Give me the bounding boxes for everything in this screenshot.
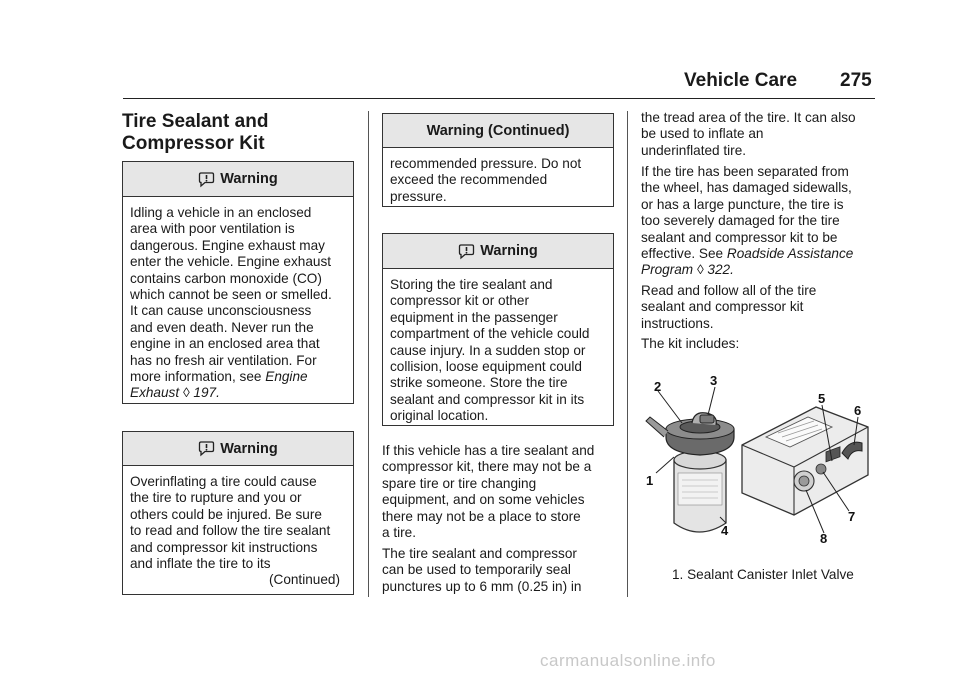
text-line: Overinflating a tire could cause [130,474,317,489]
ref-page: ◊ 197. [182,385,220,401]
text-line: and even death. Never run the [130,319,314,335]
warning-header [123,432,353,466]
text-line: sealant and compressor kit in its [390,391,585,407]
warning-body [383,148,613,205]
text-line: compartment of the vehicle could [390,326,590,342]
text-line: others could be injured. Be sure [130,506,322,522]
text-line: compressor kit, there may not be a [382,459,592,475]
warning-body [123,466,353,589]
header-rule [123,98,875,99]
text-line: equipment, and on some vehicles [382,492,585,508]
section-title-line2: Compressor Kit [122,133,265,154]
warning-box-continued [382,113,614,207]
text-line: there may not be a place to store [382,508,581,524]
warning-heading: Warning (Continued) [426,122,570,139]
text-line: and inflate the tire to its [130,556,271,572]
text-line: Read and follow all of the tire [641,283,817,298]
text-line [641,262,853,278]
text-line: cause injury. In a sudden stop or [390,342,586,358]
text-line: The kit includes: [641,336,740,351]
ref-prefix: effective. See [641,246,727,262]
warning-header [383,114,613,148]
ref-roadside-assistance-link-cont[interactable]: Program [641,262,694,278]
text-line: to read and follow the tire sealant [130,523,331,539]
callout-number-7: 7 [848,509,856,524]
callout-number-2: 2 [654,379,662,394]
text-line: the tire to rupture and you or [130,490,302,506]
warning-icon [198,171,215,188]
text-line: The tire sealant and compressor [382,546,577,561]
text-line: collision, loose equipment could [390,359,582,375]
paragraph-read-follow [641,283,816,332]
text-line: area with poor ventilation is [130,221,295,237]
text-line: Idling a vehicle in an enclosed [130,205,312,220]
compressor-unit [742,407,868,515]
callout-number-5: 5 [818,391,826,406]
text-line: has no fresh air ventilation. For [130,352,317,368]
warning-heading: Warning [220,171,278,187]
text-line: instructions. [641,315,714,331]
warning-body [123,197,353,402]
text-line: exceed the recommended [390,172,548,188]
callout-number-1: 1 [646,473,654,488]
text-line: dangerous. Engine exhaust may [130,237,325,253]
paragraph-sealant-kit [382,443,594,541]
paragraph-tire-damage [641,164,853,279]
figure-caption-item-1: 1. Sealant Canister Inlet Valve [672,567,854,582]
text-line: underinflated tire. [641,142,747,158]
paragraph-kit-includes [641,336,739,352]
paragraph-temporary-seal [382,546,581,595]
text-line: recommended pressure. Do not [390,156,582,171]
text-line: pressure. [390,188,447,204]
continued-label: (Continued) [268,572,340,588]
watermark: carmanualsonline.info [540,651,716,670]
text-line: the tread area of the tire. It can also [641,110,856,125]
warning-box-exhaust [122,161,354,404]
ref-roadside-assistance-link[interactable]: Roadside Assistance [726,246,854,262]
text-line: engine in an enclosed area that [130,336,320,352]
canister-cap [646,413,734,455]
sealant-kit-illustration [636,365,876,550]
section-title [122,111,268,155]
ref-prefix: more information, see [130,369,266,385]
ref-page: ◊ 322. [696,262,734,278]
column-divider-2 [627,111,628,597]
warning-icon [198,440,215,457]
warning-box-overinflating [122,431,354,595]
text-line: It can cause unconsciousness [130,303,312,319]
text-line [130,385,346,401]
text-line: contains carbon monoxide (CO) [130,270,322,286]
section-header-title: Vehicle Care [684,70,798,91]
sealant-canister [674,451,726,532]
text-line: punctures up to 6 mm (0.25 in) in [382,578,582,594]
text-line: strike someone. Store the tire [390,375,568,391]
paragraph-tread-area [641,110,856,159]
warning-box-storing [382,233,614,426]
text-line: compressor kit or other [390,293,530,309]
callout-number-3: 3 [710,373,718,388]
callout-number-6: 6 [854,403,862,418]
ref-engine-exhaust-link[interactable]: Engine [265,369,308,385]
column-divider-1 [368,111,369,597]
text-line: Storing the tire sealant and [390,277,553,292]
text-line: which cannot be seen or smelled. [130,287,332,303]
text-line: can be used to temporarily seal [382,562,571,578]
ref-engine-exhaust-link-cont[interactable]: Exhaust [130,385,180,401]
text-line: If the tire has been separated from [641,164,849,179]
text-line: a tire. [382,525,416,541]
text-line: be used to inflate an [641,126,764,142]
warning-icon [458,243,475,260]
text-line: enter the vehicle. Engine exhaust [130,254,332,270]
text-line: the wheel, has damaged sidewalls, [641,180,852,196]
text-line [641,246,853,262]
text-line: spare tire or tire changing [382,475,537,491]
warning-header [123,162,353,197]
warning-header [383,234,613,269]
text-line: or has a large puncture, the tire is [641,196,844,212]
page-number: 275 [840,70,872,91]
warning-heading: Warning [480,243,538,259]
text-line: sealant and compressor kit [641,299,804,315]
text-line: original location. [390,408,489,424]
callout-number-4: 4 [721,523,729,538]
text-line [130,369,346,385]
text-line: and compressor kit instructions [130,539,318,555]
text-line: If this vehicle has a tire sealant and [382,443,595,458]
callout-number-8: 8 [820,531,828,546]
text-line: too severely damaged for the tire [641,213,840,229]
warning-heading: Warning [220,440,278,457]
text-line: sealant and compressor kit to be [641,229,838,245]
warning-body [383,269,613,425]
section-title-line1: Tire Sealant and [122,111,269,132]
text-line: equipment in the passenger [390,309,558,325]
